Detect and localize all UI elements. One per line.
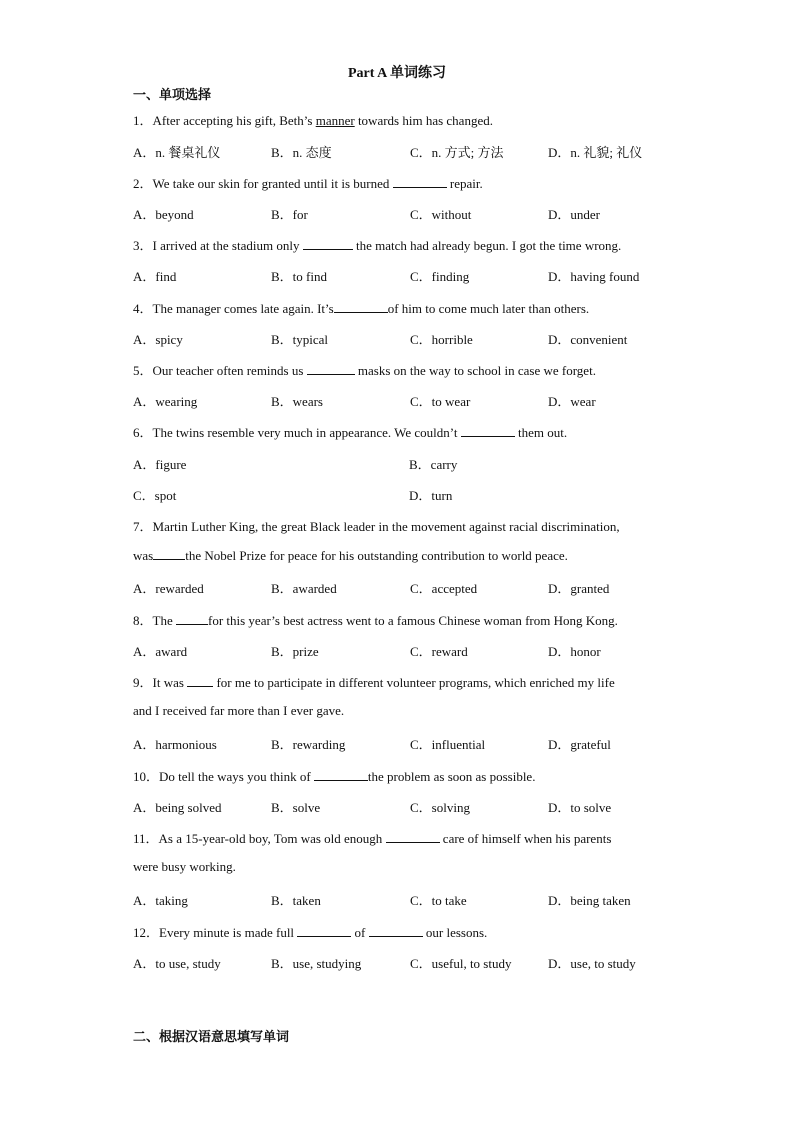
answer-blank[interactable] bbox=[334, 300, 388, 313]
options-q9 bbox=[133, 734, 693, 752]
option-d[interactable]: D．wear bbox=[548, 394, 596, 409]
answer-blank[interactable] bbox=[369, 924, 423, 937]
question-number: 10． bbox=[133, 769, 160, 784]
question-7 bbox=[133, 516, 620, 535]
option-a[interactable]: A．rewarded bbox=[133, 581, 204, 596]
question-9 bbox=[133, 672, 615, 691]
question-number: 8． bbox=[133, 613, 153, 628]
option-a[interactable]: A．being solved bbox=[133, 800, 222, 815]
question-text: was bbox=[133, 548, 154, 563]
question-text: our lessons. bbox=[422, 925, 488, 940]
option-b[interactable]: B．carry bbox=[409, 457, 458, 472]
question-4 bbox=[133, 298, 589, 317]
options-q7 bbox=[133, 578, 693, 596]
question-text: for this year’s best actress went to a famous Chinese woman from Hong Kong. bbox=[207, 613, 618, 628]
question-text: of bbox=[351, 925, 369, 940]
options-q5 bbox=[133, 391, 693, 409]
option-b[interactable]: B．typical bbox=[271, 332, 329, 347]
option-b[interactable]: B．wears bbox=[271, 394, 323, 409]
option-b[interactable]: B．solve bbox=[271, 800, 321, 815]
question-number: 4． bbox=[133, 301, 153, 316]
option-a[interactable]: A．wearing bbox=[133, 394, 198, 409]
option-d[interactable]: D．turn bbox=[409, 488, 453, 503]
options-q8 bbox=[133, 641, 693, 659]
question-11-line2: were busy working. bbox=[133, 859, 236, 874]
question-number: 7． bbox=[133, 519, 153, 534]
question-5 bbox=[133, 360, 596, 379]
option-d[interactable]: D．to solve bbox=[548, 800, 612, 815]
option-d[interactable]: D．convenient bbox=[548, 332, 628, 347]
question-text: Martin Luther King, the great Black leader in the movement against racial discrimination, bbox=[152, 519, 620, 534]
question-text: As a 15-year-old boy, Tom was old enough bbox=[158, 831, 386, 846]
option-c[interactable]: C．horrible bbox=[410, 332, 473, 347]
question-7-line2 bbox=[133, 547, 568, 564]
option-d[interactable]: D．n. 礼貌; 礼仪 bbox=[548, 145, 643, 160]
options-q4 bbox=[133, 329, 693, 347]
question-text: Our teacher often reminds us bbox=[152, 363, 307, 378]
answer-blank[interactable] bbox=[297, 924, 351, 937]
question-text: care of himself when his parents bbox=[439, 831, 612, 846]
question-text: Do tell the ways you think of bbox=[159, 769, 314, 784]
option-d[interactable]: D．being taken bbox=[548, 893, 631, 908]
question-text: repair. bbox=[446, 176, 483, 191]
question-6 bbox=[133, 422, 567, 441]
question-number: 3． bbox=[133, 238, 153, 253]
answer-blank[interactable] bbox=[393, 175, 447, 188]
question-text: of him to come much later than others. bbox=[387, 301, 590, 316]
option-a[interactable]: A．to use, study bbox=[133, 956, 221, 971]
option-c[interactable]: C．finding bbox=[410, 269, 470, 284]
option-c[interactable]: C．spot bbox=[133, 488, 177, 503]
option-a[interactable]: A．find bbox=[133, 269, 177, 284]
options-q1 bbox=[133, 142, 693, 160]
option-d[interactable]: D．grateful bbox=[548, 737, 611, 752]
question-11 bbox=[133, 828, 611, 847]
answer-blank[interactable] bbox=[461, 424, 515, 437]
question-number: 9． bbox=[133, 675, 153, 690]
answer-blank[interactable] bbox=[307, 362, 355, 375]
option-c[interactable]: C．useful, to study bbox=[410, 956, 512, 971]
option-d[interactable]: D．honor bbox=[548, 644, 601, 659]
option-c[interactable]: C．without bbox=[410, 207, 472, 222]
question-number: 12． bbox=[133, 925, 160, 940]
question-number: 1． bbox=[133, 113, 153, 128]
option-a[interactable]: A．n. 餐桌礼仪 bbox=[133, 145, 221, 160]
page-title: Part A 单词练习 bbox=[348, 66, 446, 81]
option-c[interactable]: C．influential bbox=[410, 737, 486, 752]
question-text: for me to participate in different volunteer programs, which enriched my life bbox=[213, 675, 615, 690]
question-text: them out. bbox=[514, 425, 568, 440]
option-a[interactable]: A．spicy bbox=[133, 332, 183, 347]
question-text: the match had already begun. I got the time wrong. bbox=[352, 238, 622, 253]
question-text: towards him has changed. bbox=[354, 113, 493, 128]
option-b[interactable]: B．awarded bbox=[271, 581, 337, 596]
question-number: 11． bbox=[133, 831, 159, 846]
options-q6-row2 bbox=[133, 485, 693, 503]
section-heading-fill-in: 二、根据汉语意思填写单词 bbox=[133, 1030, 290, 1045]
question-text: The manager comes late again. It’s bbox=[152, 301, 334, 316]
option-b[interactable]: B．taken bbox=[271, 893, 321, 908]
option-a[interactable]: A．figure bbox=[133, 457, 187, 472]
options-q6-row1 bbox=[133, 454, 693, 472]
option-b[interactable]: B．n. 态度 bbox=[271, 145, 332, 160]
answer-blank[interactable] bbox=[314, 768, 368, 781]
option-a[interactable]: A．beyond bbox=[133, 207, 194, 222]
option-c[interactable]: C．to wear bbox=[410, 394, 471, 409]
question-number: 6． bbox=[133, 425, 153, 440]
option-b[interactable]: B．to find bbox=[271, 269, 327, 284]
question-text: I arrived at the stadium only bbox=[152, 238, 303, 253]
question-text: We take our skin for granted until it is burned bbox=[152, 176, 393, 191]
option-b[interactable]: B．prize bbox=[271, 644, 319, 659]
option-a[interactable]: A．taking bbox=[133, 893, 188, 908]
option-c[interactable]: C．reward bbox=[410, 644, 468, 659]
answer-blank[interactable] bbox=[153, 547, 185, 560]
question-3 bbox=[133, 235, 621, 254]
option-d[interactable]: D．under bbox=[548, 207, 600, 222]
option-a[interactable]: A．award bbox=[133, 644, 188, 659]
option-d[interactable]: D．granted bbox=[548, 581, 610, 596]
question-2 bbox=[133, 173, 483, 192]
question-text: the problem as soon as possible. bbox=[367, 769, 536, 784]
option-c[interactable]: C．accepted bbox=[410, 581, 478, 596]
option-a[interactable]: A．harmonious bbox=[133, 737, 217, 752]
question-text: Every minute is made full bbox=[159, 925, 298, 940]
option-c[interactable]: C．to take bbox=[410, 893, 467, 908]
option-c[interactable]: C．n. 方式; 方法 bbox=[410, 145, 504, 160]
options-q2 bbox=[133, 204, 693, 222]
question-text: The twins resemble very much in appearance. We couldn’t bbox=[152, 425, 461, 440]
question-8 bbox=[133, 610, 618, 629]
option-c[interactable]: C．solving bbox=[410, 800, 470, 815]
options-q3 bbox=[133, 266, 693, 284]
question-number: 2． bbox=[133, 176, 153, 191]
answer-blank[interactable] bbox=[386, 830, 440, 843]
section-heading-multiple-choice: 一、单项选择 bbox=[133, 88, 212, 103]
question-12 bbox=[133, 922, 487, 941]
question-text: The bbox=[152, 613, 176, 628]
answer-blank[interactable] bbox=[187, 674, 213, 687]
option-b[interactable]: B．use, studying bbox=[271, 956, 362, 971]
option-d[interactable]: D．use, to study bbox=[548, 956, 636, 971]
question-text: the Nobel Prize for peace for his outstanding contribution to world peace. bbox=[185, 548, 568, 563]
answer-blank[interactable] bbox=[303, 237, 353, 250]
question-number: 5． bbox=[133, 363, 153, 378]
option-d[interactable]: D．having found bbox=[548, 269, 640, 284]
question-text: It was bbox=[152, 675, 188, 690]
options-q12 bbox=[133, 953, 693, 971]
underlined-word: manner bbox=[315, 113, 355, 128]
question-text: After accepting his gift, Beth’s bbox=[152, 113, 316, 128]
option-b[interactable]: B．for bbox=[271, 207, 308, 222]
answer-blank[interactable] bbox=[176, 612, 208, 625]
options-q11 bbox=[133, 890, 693, 908]
option-b[interactable]: B．rewarding bbox=[271, 737, 346, 752]
options-q10 bbox=[133, 797, 693, 815]
question-1 bbox=[133, 110, 493, 129]
question-9-line2: and I received far more than I ever gave. bbox=[133, 703, 345, 718]
question-10 bbox=[133, 766, 535, 785]
question-text: masks on the way to school in case we forget. bbox=[354, 363, 596, 378]
